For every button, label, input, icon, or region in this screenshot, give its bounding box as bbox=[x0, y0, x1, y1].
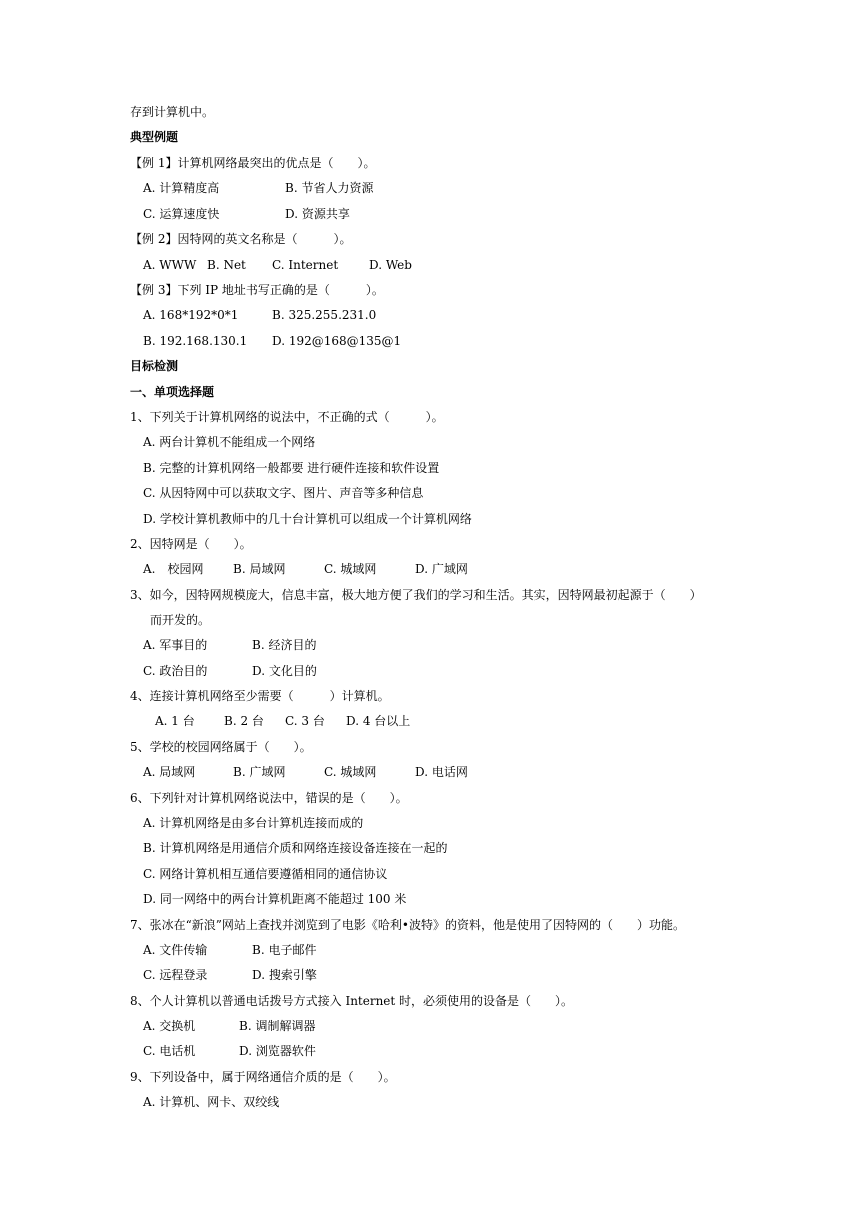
question-8: 8、个人计算机以普通电话拨号方式接入 Internet 时，必须使用的设备是（ ）。 bbox=[130, 994, 574, 1008]
question-2: 2、因特网是（ ）。 bbox=[130, 537, 252, 551]
example-1-question: 【例 1】计算机网络最突出的优点是（ ）。 bbox=[130, 156, 376, 170]
question-2-option-b: B. 局域网 bbox=[233, 562, 286, 576]
question-6-option-a: A. 计算机网络是由多台计算机连接而成的 bbox=[143, 816, 364, 830]
question-6-option-d: D. 同一网络中的两台计算机距离不能超过 100 米 bbox=[143, 892, 407, 906]
example-2-option-c: C. Internet bbox=[272, 258, 339, 272]
question-4-option-b: B. 2 台 bbox=[224, 714, 264, 728]
question-1-option-b: B. 完整的计算机网络一般都要 进行硬件连接和软件设置 bbox=[143, 461, 440, 475]
question-2-option-c: C. 城域网 bbox=[324, 562, 377, 576]
question-3-option-b: B. 经济目的 bbox=[252, 638, 317, 652]
question-7-option-b: B. 电子邮件 bbox=[252, 943, 317, 957]
example-2-option-d: D. Web bbox=[369, 258, 412, 272]
example-3-option-b: B. 325.255.231.0 bbox=[272, 308, 377, 322]
question-5-option-c: C. 城域网 bbox=[324, 765, 377, 779]
question-8-option-a: A. 交换机 bbox=[143, 1019, 196, 1033]
question-1-option-a: A. 两台计算机不能组成一个网络 bbox=[143, 435, 316, 449]
section-heading-typical-examples: 典型例题 bbox=[130, 130, 179, 144]
example-2-option-b: B. Net bbox=[207, 258, 246, 272]
section-heading-target-check: 目标检测 bbox=[130, 359, 179, 373]
text-line: 存到计算机中。 bbox=[130, 105, 215, 119]
question-5-option-d: D. 电话网 bbox=[415, 765, 468, 779]
question-4-option-d: D. 4 台以上 bbox=[346, 714, 411, 728]
example-1-option-b: B. 节省人力资源 bbox=[285, 181, 374, 195]
question-3-option-d: D. 文化目的 bbox=[252, 664, 317, 678]
example-2-question: 【例 2】因特网的英文名称是（ ）。 bbox=[130, 232, 352, 246]
example-1-option-c: C. 运算速度快 bbox=[143, 207, 220, 221]
question-6: 6、下列针对计算机网络说法中，错误的是（ ）。 bbox=[130, 791, 408, 805]
question-5: 5、学校的校园网络属于（ ）。 bbox=[130, 740, 312, 754]
question-7-option-a: A. 文件传输 bbox=[143, 943, 208, 957]
question-4-option-a: A. 1 台 bbox=[155, 714, 195, 728]
example-3-question: 【例 3】下列 IP 地址书写正确的是（ ）。 bbox=[130, 283, 384, 297]
example-2-option-a: A. WWW bbox=[143, 258, 197, 272]
question-7-option-c: C. 远程登录 bbox=[143, 968, 208, 982]
question-2-option-d: D. 广域网 bbox=[415, 562, 468, 576]
example-3-option-a: A. 168*192*0*1 bbox=[143, 308, 239, 322]
example-3-option-c: B. 192.168.130.1 bbox=[143, 334, 248, 348]
example-1-option-d: D. 资源共享 bbox=[285, 207, 350, 221]
question-4: 4、连接计算机网络至少需要（ ）计算机。 bbox=[130, 689, 390, 703]
question-2-option-a: A. 校园网 bbox=[143, 562, 204, 576]
question-7: 7、张冰在“新浪”网站上查找并浏览到了电影《哈利•波特》的资料，他是使用了因特网的（ ）功能。 bbox=[130, 918, 685, 932]
example-3-option-d: D. 192@168@135@1 bbox=[272, 334, 402, 348]
question-5-option-a: A. 局域网 bbox=[143, 765, 196, 779]
example-1-option-a: A. 计算精度高 bbox=[143, 181, 220, 195]
question-3: 3、如今，因特网规模庞大，信息丰富，极大地方便了我们的学习和生活。其实，因特网最初起源于（ ） bbox=[130, 588, 702, 602]
question-5-option-b: B. 广域网 bbox=[233, 765, 286, 779]
question-3-option-c: C. 政治目的 bbox=[143, 664, 208, 678]
section-heading-single-choice: 一、单项选择题 bbox=[130, 385, 215, 399]
question-9: 9、下列设备中，属于网络通信介质的是（ ）。 bbox=[130, 1070, 396, 1084]
question-8-option-c: C. 电话机 bbox=[143, 1044, 196, 1058]
question-7-option-d: D. 搜索引擎 bbox=[252, 968, 317, 982]
question-4-option-c: C. 3 台 bbox=[285, 714, 325, 728]
question-3-option-a: A. 军事目的 bbox=[143, 638, 208, 652]
question-6-option-c: C. 网络计算机相互通信要遵循相同的通信协议 bbox=[143, 867, 388, 881]
question-1-option-d: D. 学校计算机教师中的几十台计算机可以组成一个计算机网络 bbox=[143, 512, 472, 526]
question-1: 1、下列关于计算机网络的说法中，不正确的式（ ）。 bbox=[130, 410, 444, 424]
question-1-option-c: C. 从因特网中可以获取文字、图片、声音等多种信息 bbox=[143, 486, 424, 500]
question-8-option-b: B. 调制解调器 bbox=[239, 1019, 316, 1033]
question-3-continuation: 而开发的。 bbox=[150, 613, 211, 627]
question-9-option-a: A. 计算机、网卡、双绞线 bbox=[143, 1095, 280, 1109]
question-6-option-b: B. 计算机网络是用通信介质和网络连接设备连接在一起的 bbox=[143, 841, 448, 855]
question-8-option-d: D. 浏览器软件 bbox=[239, 1044, 316, 1058]
